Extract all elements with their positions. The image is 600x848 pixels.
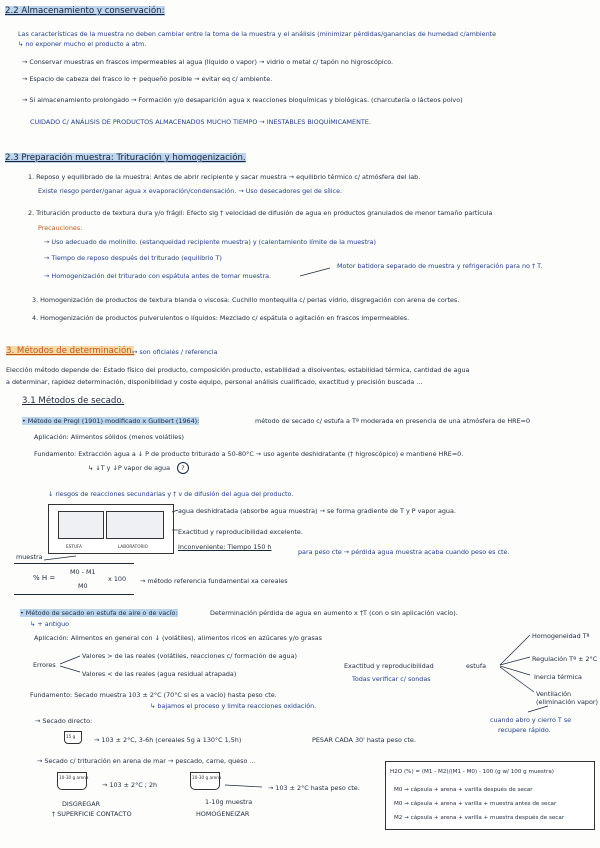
step-trituracion: 2. Trituración producto de textura dura y/o frágil: Efecto sig † velocidad de difusión de agua en productos granulados de menor tamaño partícula — [28, 209, 493, 217]
pregl-question-circle: ? — [177, 462, 189, 474]
section-2-3-title-text: 2.3 Preparación muestra: Trituración y homogenización. — [5, 153, 246, 163]
error-menores: Valores < de las reales (agua residual atrapada) — [82, 670, 237, 678]
inercia-note-1: cuando abro y cierro T se — [490, 716, 572, 724]
secado-directo-text: → 103 ± 2°C, 3-6h (cereales 5g a 130°C 1,5h) — [94, 736, 242, 744]
connector-error-2 — [60, 666, 80, 672]
section-3-title-text: 3. Métodos de determinación. — [6, 346, 135, 356]
estufa-fundamento: Fundamento: Secado muestra 103 ± 2°C (70°C si es a vacío) hasta peso cte. — [30, 691, 277, 699]
label-muestra: muestra — [16, 553, 43, 561]
estufa-application: Aplicación: Alimentos en general con ↓ (volátiles), alimentos ricos en azúcares y/o grasas — [34, 634, 322, 642]
connector-error-1 — [60, 656, 80, 664]
crucible-arena-1-label: 10-30 g arena — [59, 775, 89, 780]
precaution-reposo: → Tiempo de reposo después del triturado (equilibrio T) — [44, 254, 222, 262]
connector-muestra — [44, 556, 76, 560]
estufa-inercia: Inercia térmica — [534, 673, 582, 681]
estufa-antiguo: ↳ + antiguo — [30, 620, 70, 628]
precaution-homogenizacion: → Homogenización del triturado con espátula antes de tomar muestra. — [44, 272, 272, 280]
estufa-ventilacion: Ventilación (eliminación vapor) — [536, 690, 599, 706]
section-3-title-note: → son oficiales / referencia — [132, 348, 218, 356]
exactitud-label: Exactitud y reproducibilidad — [344, 662, 434, 670]
humidity-m2-def: M2 → cápsula + arena + varilla + muestra después de secar — [394, 815, 565, 821]
formula-multiplier: x 100 — [108, 575, 127, 583]
pregl-fundamento: Fundamento: Extracción agua a ↓ P de producto triturado a 50-80°C → uso agente deshidratante († higroscópico) e mantiene HRE=0. — [34, 450, 464, 458]
estufa-method-description: Determinación pérdida de agua en aumento x †T (con o sin aplicación vacío). — [210, 609, 458, 617]
estufa-homogeneidad: Homogeneidad Tª — [532, 632, 590, 640]
bullet-frascos: → Conservar muestras en frascos impermeables al agua (líquido o vapor) → vidrio o metal c/ tapón no higroscópico. — [22, 58, 394, 66]
intro-line-2: ↳ no exponer mucho el producto a atm. — [18, 40, 147, 48]
eleccion-line-2: a determinar, rapidez determinación, disponibilidad y coste equipo, personal análisis cualificado, exactitud y precisión buscada ... — [6, 378, 423, 386]
connector-right-2 — [500, 657, 530, 665]
humidity-formula: H2O (%) = (M1 - M2)/(M1 - M0) · 100 (g w/ 100 g muestra) — [390, 769, 554, 775]
pregl-fundamento-note: ↳ ↓T y ↓P vapor de agua — [88, 464, 171, 472]
step-reposo-note: Existe riesgo perder/ganar agua x evaporación/condensación. → Uso desecadores gel de sílice. — [38, 187, 343, 195]
step-homog-blanda: 3. Homogenización de productos de textura blanda o viscosa: Cuchillo montequilla c/ perlas vidrio, disgregación con arena de cortes. — [32, 296, 460, 304]
pregl-bullet-agua: agua deshidratada (absorbe agua muestra) → se forma gradiente de T y P vapor agua. — [178, 507, 456, 515]
formula-note: → método referencia fundamental xa cereales — [140, 577, 288, 585]
formula-lhs: % H = — [33, 574, 56, 582]
secado-arena-mid: → 103 ± 2°C ; 2h — [102, 781, 158, 789]
todas-verificar: Todas verificar c/ sondas — [352, 675, 431, 683]
label-laboratorio: LABORATORIO — [118, 544, 148, 549]
inconveniente-text: Inconveniente: Tiempo 150 h — [178, 543, 272, 551]
inercia-note-2: recupere rápido. — [498, 726, 551, 734]
estufa-fundamento-note: ↳ bajamos el proceso y limita reacciones oxidación. — [150, 702, 317, 710]
label-estufa: ESTUFA — [66, 544, 82, 549]
bullet-espacio-cabeza: → Espacio de cabeza del frasco lo + pequeño posible → evitar eq c/ ambiente. — [22, 75, 273, 83]
pregl-bullet-exactitud: Exactitud y reproducibilidad excelente. — [178, 528, 303, 536]
connector-agua — [172, 510, 178, 512]
precaution-molinillo: → Uso adecuado de molinillo. (estanqueidad recipiente muestra) y (calentamiento límite de la muestra) — [44, 238, 377, 246]
secado-arena-end: → 103 ± 2°C hasta peso cte. — [268, 784, 360, 792]
formula-numerator: M0 - M1 — [70, 568, 96, 576]
pregl-description: método de secado c/ estufa a Tª moderada en presencia de una atmósfera de HRE=0 — [255, 417, 531, 425]
eleccion-line-1: Elección método depende de: Estado físico del producto, composición producto, estabilidad a disolventes, estabilidad térmica, cantidad de agua — [6, 366, 470, 374]
caution-note: CUIDADO C/ ANÁLISIS DE PRODUCTOS ALMACENADOS MUCHO TIEMPO → INESTABLES BIOQUÍMICAMENTE. — [30, 118, 371, 126]
precautions-title: Precauciones: — [38, 224, 83, 232]
bullet-almacenamiento: → Si almacenamiento prolongado → Formación y/o desaparición agua x reacciones bioquímicas y biológicas. (charcutería o lácteos polvo) — [22, 96, 463, 104]
label-homogeneizar: HOMOGENEIZAR — [196, 810, 250, 818]
precaution-motor-note: Motor batidora separado de muestra y refrigeración para no † T. — [337, 262, 543, 270]
section-2-2-title-text: 2.2 Almacenamiento y conservación: — [5, 6, 165, 16]
errores-label: Errores — [33, 661, 56, 669]
intro-line-1: Las características de la muestra no deben cambiar entre la toma de la muestra y el análisis (minimizar pérdidas/ganancias de humedad c/ambiente — [18, 30, 497, 38]
secado-arena-title: → Secado c/ trituración en arena de mar → pescado, carne, queso ... — [37, 757, 256, 765]
subsection-3-1-text: 3.1 Métodos de secado. — [22, 396, 125, 406]
step-reposo: 1. Reposo y equilibrado de la muestra: Antes de abrir recipiente y sacar muestra → equilibrio térmico c/ atmósfera del lab. — [28, 173, 421, 181]
humidity-m1-def: M0 → cápsula + arena + varilla + muestra antes de secar — [394, 801, 557, 807]
estufa-method-title-text: • Método de secado en estufa de aire o de vacío: — [20, 609, 178, 617]
connector-arena-end — [225, 785, 262, 787]
label-disgregar: DISGREGAR — [62, 800, 101, 808]
pregl-title-text: • Método de Pregl (1901) modificado x Gullbert (1964): — [22, 417, 200, 425]
pregl-risk-note: ↓ riesgos de reacciones secundarias y † v de difusión del agua del producto. — [48, 490, 294, 498]
secado-directo-note: PESAR CADA 30' hasta peso cte. — [312, 736, 416, 744]
formula-denominator: M0 — [78, 582, 88, 590]
pregl-peso-cte-note: para peso cte → pérdida agua muestra acaba cuando peso es cte. — [298, 548, 510, 556]
secado-directo-title: → Secado directo: — [35, 717, 93, 725]
connector-motor-note — [300, 268, 330, 276]
error-mayores: Valores > de las reales (volátiles, reacciones c/ formación de agua) — [82, 652, 298, 660]
crucible-arena-2-label: 10-30 g arena — [192, 775, 222, 780]
estufa-label: estufa — [466, 662, 486, 670]
humidity-m0-def: M0 → cápsula + arena + varilla después de secar — [394, 787, 533, 793]
estufa-regulacion: Regulación Tª ± 2°C — [532, 655, 598, 663]
pregl-application: Aplicación: Alimentos sólidos (menos volátiles) — [34, 433, 185, 441]
connector-inercia-note — [528, 706, 548, 712]
connector-right-1 — [500, 635, 530, 665]
step-homog-pulverulentos: 4. Homogenización de productos pulverulentos o líquidos: Mezclado c/ espátula o agitación en frascos impermeables. — [32, 314, 410, 322]
label-muestra-cantidad: 1-10g muestra — [205, 798, 253, 806]
label-superficie: † SUPERFICIE CONTACTO — [52, 810, 132, 818]
crucible-directo-label: 15 g — [66, 734, 76, 739]
